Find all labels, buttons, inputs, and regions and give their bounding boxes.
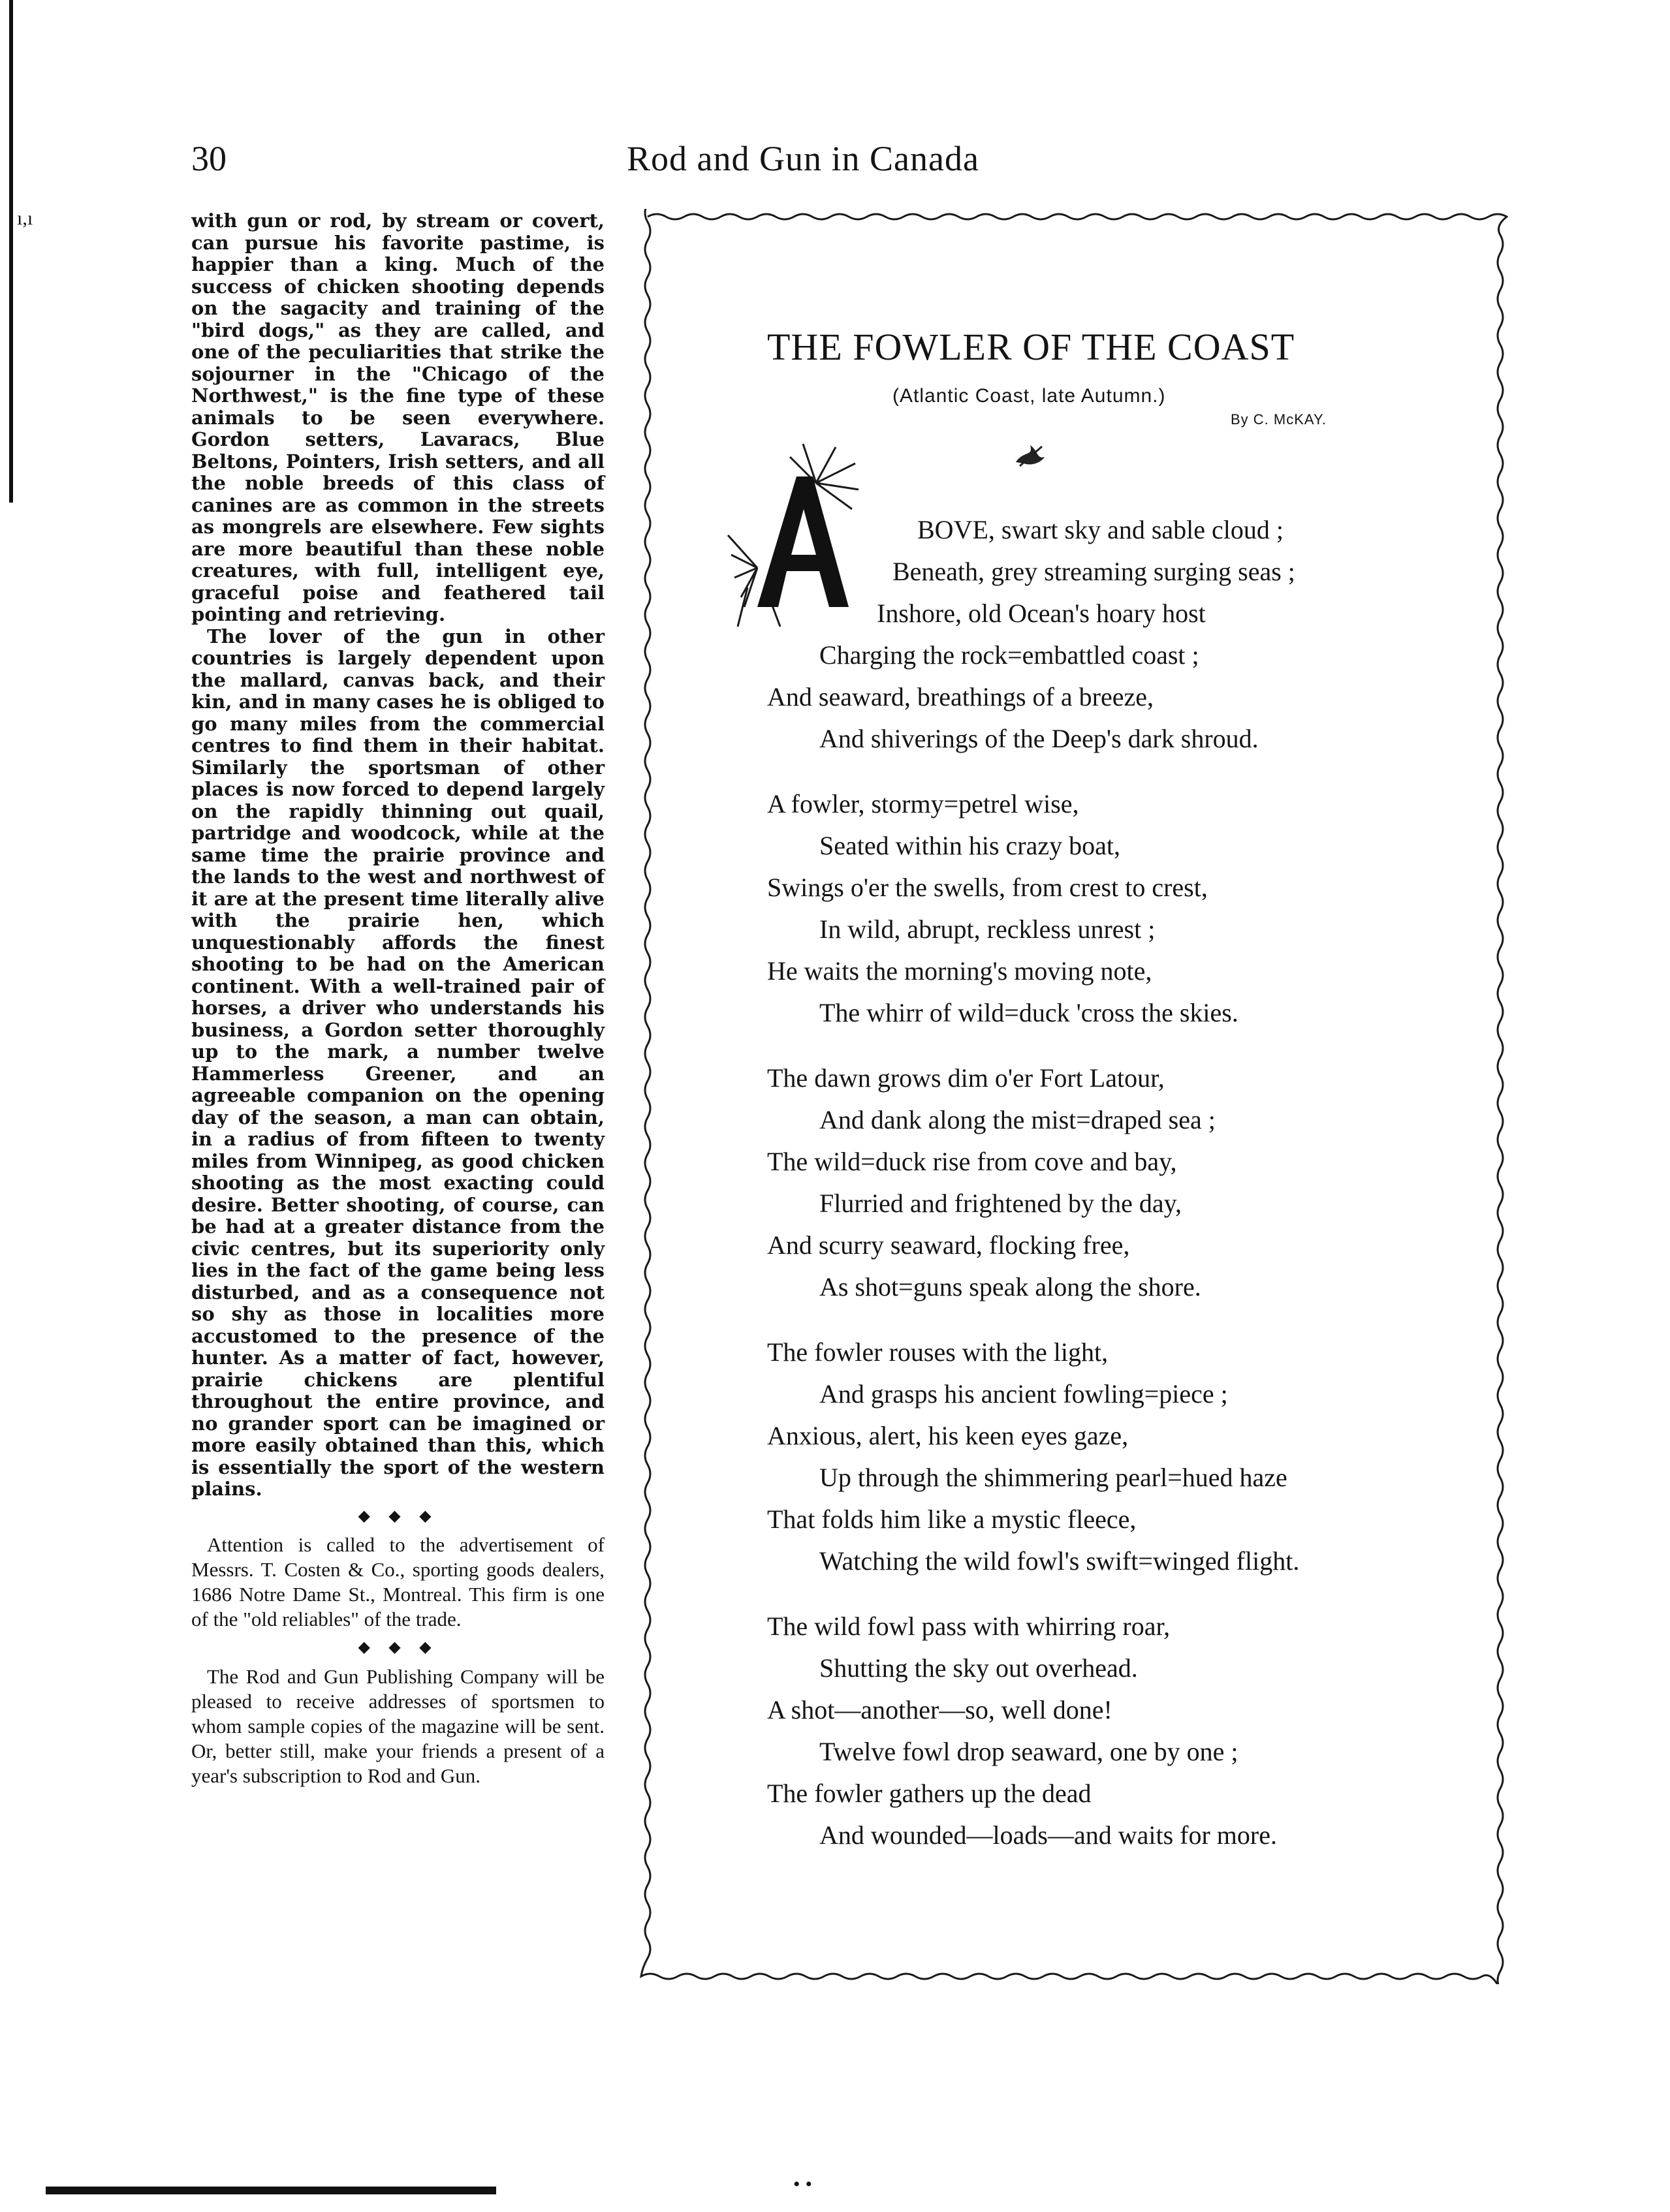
poem-line: Swings o'er the swells, from crest to crest, xyxy=(767,873,1208,902)
poem-line: Charging the rock=embattled coast ; xyxy=(819,640,1199,670)
poem-stanza xyxy=(767,1057,1472,1308)
poem-line: And shiverings of the Deep's dark shroud. xyxy=(819,724,1259,753)
poem-line: The dawn grows dim o'er Fort Latour, xyxy=(767,1063,1165,1093)
poem-stanza xyxy=(767,509,1472,760)
poem-subtitle: (Atlantic Coast, late Autumn.) xyxy=(892,385,1166,407)
poem-line: Beneath, grey streaming surging seas ; xyxy=(892,557,1295,586)
poem-line: Twelve fowl drop seaward, one by one ; xyxy=(819,1737,1238,1766)
article-paragraph: The lover of the gun in other countries is largely dependent upon the mallard, canvas back, and their kin, and in many cases he is obliged to go many miles from the commercial centres to find them in their habitat. Similarly the sportsman of other places is now forced to depend largely on the rapidly thinning out quail, partridge and woodcock, while at the same time the prairie province and the lands to the west and northwest of it are at the present time literally alive with the prairie hen, which unquestionably affords the finest shooting to be had on the American continent. With a well-trained pair of horses, a driver who understands his business, a Gordon setter thoroughly up to the mark, a number twelve Hammerless Greener, and an agreeable companion on the opening day of the season, a man can obtain, in a radius of from fifteen to twenty miles from Winnipeg, as good chicken shooting as the most exacting could desire. Better shooting, of course, can be had at a greater distance from the civic centres, but its superiority only lies in the fact of the game being less disturbed, and as a consequence not so shy as those in localities more accustomed to the presence of the hunter. As a matter of fact, however, prairie chickens are plentiful throughout the entire province, and no grander sport can be imagined or more easily obtained than this, which is essentially the sport of the western plains. xyxy=(191,625,605,1500)
poem-line: The wild fowl pass with whirring roar, xyxy=(767,1612,1171,1641)
running-title: Rod and Gun in Canada xyxy=(627,139,979,178)
poem-line: That folds him like a mystic fleece, xyxy=(767,1504,1137,1534)
left-column-article xyxy=(191,210,605,1788)
poem-line: The whirr of wild=duck 'cross the skies. xyxy=(819,998,1238,1027)
poem-line: And scurry seaward, flocking free, xyxy=(767,1230,1130,1260)
poem-line: The fowler rouses with the light, xyxy=(767,1337,1109,1367)
poem-line: And wounded—loads—and waits for more. xyxy=(819,1820,1277,1850)
section-separator: ◆ ◆ ◆ xyxy=(358,1505,438,1525)
poem-line: Anxious, alert, his keen eyes gaze, xyxy=(767,1421,1129,1450)
poem-line: The wild=duck rise from cove and bay, xyxy=(767,1147,1177,1176)
notice-paragraph: Attention is called to the advertisement of Messrs. T. Costen & Co., sporting goods dealers, 1686 Notre Dame St., Montreal. This firm is one of the "old reliables" of the trade. xyxy=(191,1533,605,1630)
poem-line: Shutting the sky out overhead. xyxy=(819,1653,1138,1683)
notice-paragraph: The Rod and Gun Publishing Company will be pleased to receive addresses of sportsmen to whom sample copies of the magazine will be sent. Or, better still, make your friends a present of a year's subscription to Rod and Gun. xyxy=(191,1664,605,1787)
poem-line: Seated within his crazy boat, xyxy=(819,831,1120,860)
poem-line: And seaward, breathings of a breeze, xyxy=(767,682,1154,711)
poem-stanza xyxy=(767,1606,1472,1856)
poem-line: BOVE, swart sky and sable cloud ; xyxy=(917,515,1284,544)
poem-line: And grasps his ancient fowling=piece ; xyxy=(819,1379,1228,1409)
poem-line: In wild, abrupt, reckless unrest ; xyxy=(819,914,1156,944)
poem-line: He waits the morning's moving note, xyxy=(767,956,1152,986)
poem-line: Flurried and frightened by the day, xyxy=(819,1189,1182,1218)
poem-line: As shot=guns speak along the shore. xyxy=(819,1272,1201,1301)
poem-stanza xyxy=(767,1332,1472,1582)
poem-body xyxy=(767,509,1472,1880)
poem-line: The fowler gathers up the dead xyxy=(767,1779,1092,1808)
margin-mark: ı,ı xyxy=(17,208,33,229)
scan-edge-mark xyxy=(9,0,13,503)
fleuron-icon xyxy=(1011,437,1050,470)
article-paragraph: with gun or rod, by stream or covert, can pursue his favorite pastime, is happier than a king. Much of the success of chicken shooting depends on the sagacity and training of the "bird dogs," as they are called, and one of the peculiarities that strike the sojourner in the "Chicago of the Northwest," is the fine type of these animals to be seen everywhere. Gordon setters, Lavaracs, Blue Beltons, Pointers, Irish setters, and all the noble breeds of this class of canines are as common in the streets as mongrels are elsewhere. Few sights are more beautiful than these noble creatures, with full, intelligent eye, graceful poise and feathered tail pointing and retrieving. xyxy=(191,210,605,625)
section-separator: ◆ ◆ ◆ xyxy=(358,1637,438,1656)
poem-line: Watching the wild fowl's swift=winged flight. xyxy=(819,1546,1300,1576)
poem-line: A shot—another—so, well done! xyxy=(767,1695,1112,1724)
poem-title: THE FOWLER OF THE COAST xyxy=(767,326,1295,368)
poem-stanza xyxy=(767,783,1472,1034)
poem-byline: By C. McKAY. xyxy=(1231,411,1327,428)
poem-line: Inshore, old Ocean's hoary host xyxy=(877,599,1206,628)
poem-line: Up through the shimmering pearl=hued haze xyxy=(819,1463,1287,1492)
poem-line: A fowler, stormy=petrel wise, xyxy=(767,789,1079,818)
scan-edge-mark xyxy=(46,2187,496,2194)
poem-line: And dank along the mist=draped sea ; xyxy=(819,1105,1216,1134)
page-number: 30 xyxy=(191,139,227,178)
scan-dots: •• xyxy=(793,2173,818,2195)
